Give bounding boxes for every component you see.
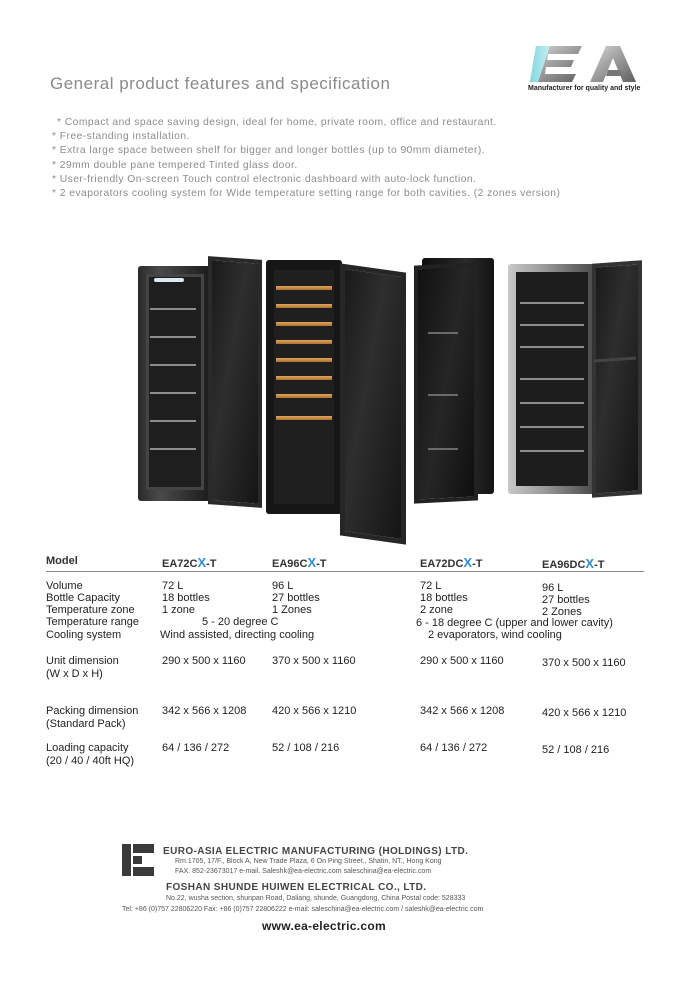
product-image-ea96cx [266,258,406,538]
page-title: General product features and specification [50,74,391,93]
cell-bottle-capacity: 18 bottles [162,592,210,604]
cell-unit-dimension: 370 x 500 x 1160 [542,657,626,669]
column-header-model: Model [46,555,78,567]
feature-item: * 2 evaporators cooling system for Wide temperature setting range for both cavities. (2 zones version) [52,188,561,200]
cell-temperature-zone: 2 zone [420,604,454,616]
row-label-packing-dimension-sub: (Standard Pack) [46,718,126,730]
product-image-ea96dcx [508,262,644,502]
website-link[interactable]: www.ea-electric.com [262,919,386,933]
cell-loading-capacity: 52 / 108 / 216 [542,744,610,756]
cell-temperature-range-single: 5 - 20 degree C [202,616,279,628]
cell-packing-dimension: 342 x 566 x 1208 [420,705,505,717]
address-hk: Rm.1705, 17/F., Block A, New Trade Plaza, 6 On Ping Street., Shatin, NT., Hong Kong [175,858,442,865]
product-image-ea72cx [138,258,262,508]
row-label-cooling-system: Cooling system [46,629,122,641]
cell-packing-dimension: 420 x 566 x 1210 [272,705,357,717]
cell-unit-dimension: 290 x 500 x 1160 [420,655,504,667]
column-header-ea72dcx: EA72DCX-T [420,555,483,570]
cell-temperature-zone: 2 Zones [542,606,582,618]
feature-item: * User-friendly On-screen Touch control electronic dashboard with auto-lock function. [52,173,477,185]
header-divider [46,571,644,572]
company-emblem-icon [122,844,154,876]
cell-volume: 96 L [272,580,294,592]
feature-item: * Compact and space saving design, ideal for home, private room, office and restaurant. [57,117,497,128]
row-label-temperature-zone: Temperature zone [46,604,135,616]
row-label-volume: Volume [46,580,83,592]
cell-volume: 72 L [162,580,184,592]
feature-item: * Extra large space between shelf for bigger and longer bottles (up to 90mm diameter). [52,145,486,157]
row-label-unit-dimension: Unit dimension [46,655,119,667]
company-name-cn: FOSHAN SHUNDE HUIWEN ELECTRICAL CO., LTD. [166,882,427,893]
cell-cooling-dual: 2 evaporators, wind cooling [428,629,562,641]
row-label-temperature-range: Temperature range [46,616,139,628]
ea-logo [528,44,641,98]
column-header-ea72cx: EA72CX-T [162,555,217,570]
row-label-packing-dimension: Packing dimension [46,705,139,717]
cell-cooling-single: Wind assisted, directing cooling [160,629,315,641]
cell-packing-dimension: 420 x 566 x 1210 [542,707,627,719]
cell-loading-capacity: 64 / 136 / 272 [420,742,488,754]
company-name-hk: EURO-ASIA ELECTRIC MANUFACTURING (HOLDINGS) LTD. [163,846,469,857]
row-label-loading-capacity-sub: (20 / 40 / 40ft HQ) [46,755,135,767]
row-label-bottle-capacity: Bottle Capacity [46,592,120,604]
column-header-ea96dcx: EA96DCX-T [542,556,605,571]
cell-loading-capacity: 52 / 108 / 216 [272,742,340,754]
cell-packing-dimension: 342 x 566 x 1208 [162,705,247,717]
cell-bottle-capacity: 27 bottles [542,594,590,606]
row-label-loading-capacity: Loading capacity [46,742,129,754]
contact-cn: Tel: +86 (0)757 22806220 Fax: +86 (0)757 22806222 e-mail: saleschina@ea-electric.com / saleshk@ea-electric.com [122,906,484,913]
cell-loading-capacity: 64 / 136 / 272 [162,742,230,754]
contact-hk: FAX. 852-23673017 e-mail. Saleshk@ea-electric.com saleschina@ea-electric.com [175,868,432,875]
row-label-unit-dimension-sub: (W x D x H) [46,668,103,680]
cell-unit-dimension: 370 x 500 x 1160 [272,655,356,667]
column-header-ea96cx: EA96CX-T [272,555,327,570]
ea-logo-graphic [528,44,638,84]
product-image-ea72dcx [414,258,498,522]
address-cn: No.22, wusha section, shunpan Road, Daliang, shunde, Guangdong, China Postal code: 528333 [166,895,466,902]
cell-temperature-zone: 1 zone [162,604,196,616]
cell-temperature-zone: 1 Zones [272,604,312,616]
feature-list [52,116,560,201]
cell-temperature-range-dual: 6 - 18 degree C (upper and lower cavity) [416,617,613,629]
cell-bottle-capacity: 27 bottles [272,592,320,604]
cell-unit-dimension: 290 x 500 x 1160 [162,655,246,667]
cell-volume: 96 L [542,582,564,594]
logo-tagline: Manufacturer for quality and style [528,85,641,92]
cell-bottle-capacity: 18 bottles [420,592,468,604]
feature-item: * Free-standing installation. [52,131,190,143]
feature-item: * 29mm double pane tempered Tinted glass door. [52,159,298,171]
cell-volume: 72 L [420,580,442,592]
